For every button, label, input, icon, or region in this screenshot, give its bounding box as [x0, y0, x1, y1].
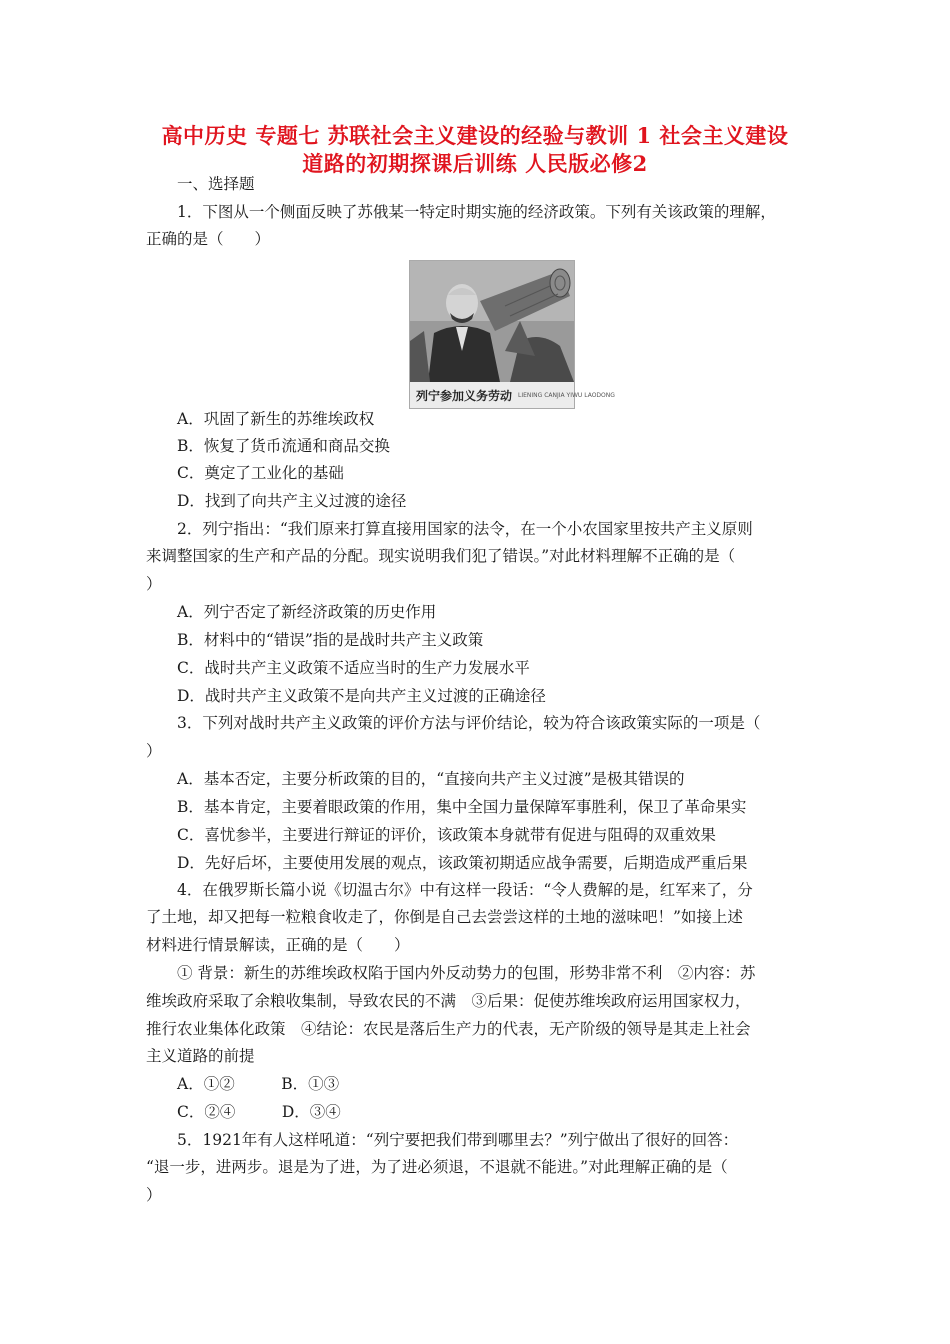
- q5-stem-line-2: “退一步，进两步。退是为了进，为了进必须退，不退就不能进。”对此理解正确的是（: [146, 1158, 728, 1176]
- q4-stem-line-2: 了土地，却又把每一粒粮食收走了，你倒是自己去尝尝这样的土地的滋味吧！”如接上述: [146, 908, 743, 926]
- document-title: [110, 122, 840, 178]
- q2-option-d: D．战时共产主义政策不是向共产主义过渡的正确途径: [177, 687, 546, 705]
- q4-stem-line-3: 材料进行情景解读，正确的是（ ）: [146, 936, 410, 954]
- title-line-2: 道路的初期探课后训练 人民版必修2: [302, 151, 648, 176]
- q2-option-c: C．战时共产主义政策不适应当时的生产力发展水平: [177, 659, 530, 677]
- q1-option-d: D．找到了向共产主义过渡的途径: [177, 492, 407, 510]
- q4-item-line-3: 推行农业集体化政策 ④结论：农民是落后生产力的代表，无产阶级的领导是其走上社会: [146, 1020, 751, 1038]
- q5-stem-line-1: 5．1921年有人这样吼道：“列宁要把我们带到哪里去？”列宁做出了很好的回答：: [177, 1131, 739, 1149]
- q3-stem-line-2: ）: [146, 742, 162, 760]
- q4-item-line-2: 维埃政府采取了余粮收集制，导致农民的不满 ③后果：促使苏维埃政府运用国家权力，: [146, 992, 751, 1010]
- lenin-labor-photo: [409, 260, 615, 409]
- q1-option-c: C．奠定了工业化的基础: [177, 464, 344, 482]
- q2-option-a: A．列宁否定了新经济政策的历史作用: [177, 603, 437, 621]
- q3-option-a: A．基本否定，主要分析政策的目的，“直接向共产主义过渡”是极其错误的: [177, 770, 685, 788]
- photo-illustration: [410, 261, 574, 382]
- section-heading: 一、选择题: [177, 175, 255, 193]
- q3-option-d: D．先好后坏，主要使用发展的观点，该政策初期适应战争需要，后期造成严重后果: [177, 854, 748, 872]
- q1-stem-line-2: 正确的是（ ）: [146, 230, 271, 248]
- q3-stem-line-1: 3．下列对战时共产主义政策的评价方法与评价结论，较为符合该政策实际的一项是（: [177, 714, 761, 732]
- q2-stem-line-3: ）: [146, 575, 162, 593]
- q1-stem-line-1: 1．下图从一个侧面反映了苏俄某一特定时期实施的经济政策。下列有关该政策的理解，: [177, 203, 776, 221]
- title-line-1: 高中历史 专题七 苏联社会主义建设的经验与教训 1 社会主义建设: [161, 123, 789, 148]
- q2-stem-line-1: 2．列宁指出：“我们原来打算直接用国家的法令，在一个小农国家里按共产主义原则: [177, 520, 753, 538]
- q3-option-b: B．基本肯定，主要着眼政策的作用，集中全国力量保障军事胜利，保卫了革命果实: [177, 798, 747, 816]
- q4-item-line-4: 主义道路的前提: [146, 1047, 255, 1065]
- q2-stem-line-2: 来调整国家的生产和产品的分配。现实说明我们犯了错误。”对此材料理解不正确的是（: [146, 547, 736, 565]
- q4-stem-line-1: 4．在俄罗斯长篇小说《切温古尔》中有这样一段话：“令人费解的是，红军来了，分: [177, 881, 753, 899]
- q1-option-a: A．巩固了新生的苏维埃政权: [177, 410, 375, 428]
- q4-options-row-2: C．②④ D．③④: [177, 1103, 341, 1121]
- q3-option-c: C．喜忧参半，主要进行辩证的评价，该政策本身就带有促进与阻碍的双重效果: [177, 826, 716, 844]
- q4-options-row-1: A．①② B．①③: [177, 1075, 340, 1093]
- photo-caption-pinyin: LIENING CANJIA YIWU LAODONG: [518, 391, 615, 399]
- q5-stem-line-3: ）: [146, 1186, 162, 1204]
- photo-caption-bar: [410, 382, 615, 408]
- q4-item-line-1: ① 背景：新生的苏维埃政权陷于国内外反动势力的包围，形势非常不利 ②内容：苏: [177, 964, 756, 982]
- photo-caption: 列宁参加义务劳动: [416, 388, 513, 403]
- q2-option-b: B．材料中的“错误”指的是战时共产主义政策: [177, 631, 484, 649]
- q1-option-b: B．恢复了货币流通和商品交换: [177, 437, 390, 455]
